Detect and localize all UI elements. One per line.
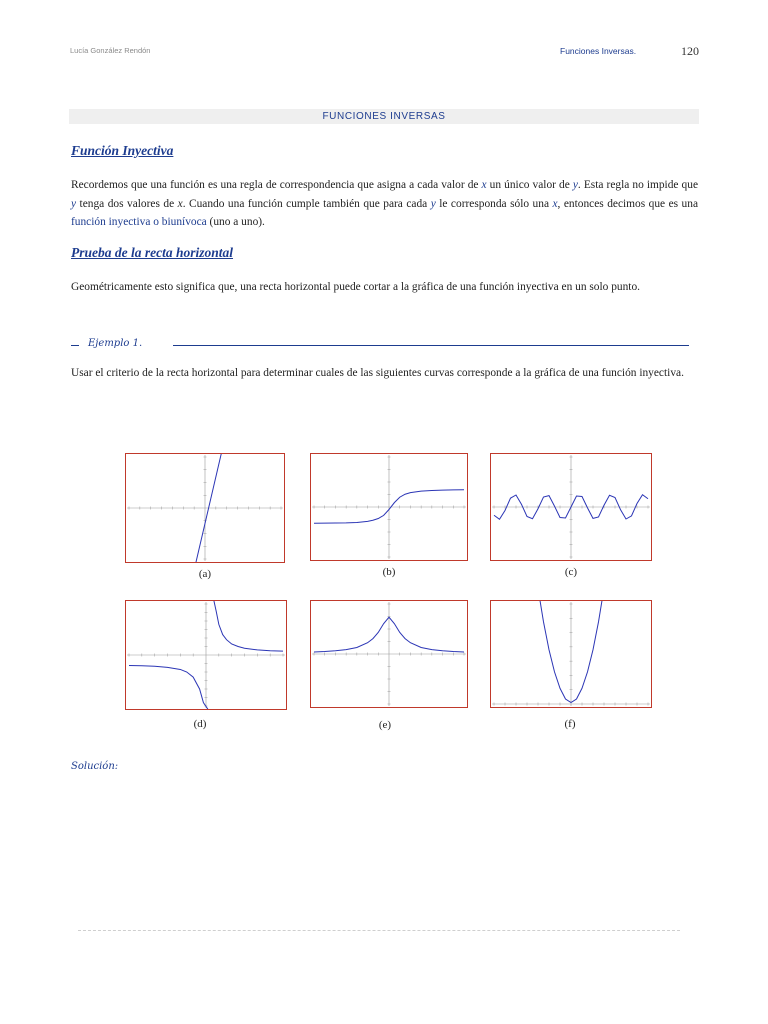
caption-d: (d) (193, 718, 207, 730)
example-dash (71, 345, 79, 346)
document-title: FUNCIONES INVERSAS (69, 109, 699, 124)
plot-b (310, 453, 468, 561)
page-number: 120 (681, 44, 699, 58)
caption-a: (a) (198, 568, 212, 580)
caption-e: (e) (378, 719, 392, 731)
plot-d (125, 600, 287, 710)
plot-a (125, 453, 285, 563)
heading-funcion-inyectiva: Función Inyectiva (71, 143, 174, 158)
header-section: Funciones Inversas. (560, 46, 637, 56)
footer-rule (78, 930, 680, 931)
example-rule (173, 345, 689, 346)
paragraph-funcion-inyectiva: Recordemos que una función es una regla de correspondencia que asigna a cada valor de x un único valor de y. Esta regla no impide que y tenga dos valores de x. Cuando una función cumple también que para cada y le corresponda sólo una x, entonces decimos que es una función inyectiva o biunívoca (uno a uno). (71, 179, 699, 228)
heading-prueba-recta: Prueba de la recta horizontal (71, 245, 234, 260)
term-funcion-inyectiva: función inyectiva o biunívoca (71, 216, 207, 228)
example-label: Ejemplo 1. (88, 338, 143, 349)
header-author: Lucía González Rendón (70, 46, 151, 55)
caption-f: (f) (564, 718, 576, 730)
example-text: Usar el criterio de la recta horizontal para determinar cuales de las siguientes curvas corresponde a la gráfica de una función inyectiva. (71, 367, 684, 379)
caption-b: (b) (382, 566, 396, 578)
plot-e (310, 600, 468, 708)
plot-c (490, 453, 652, 561)
solution-label: Solución: (71, 761, 119, 772)
caption-c: (c) (564, 566, 578, 578)
plot-f (490, 600, 652, 708)
paragraph-prueba-recta: Geométricamente esto significa que, una recta horizontal puede cortar a la gráfica de una función inyectiva en un solo punto. (71, 281, 640, 293)
